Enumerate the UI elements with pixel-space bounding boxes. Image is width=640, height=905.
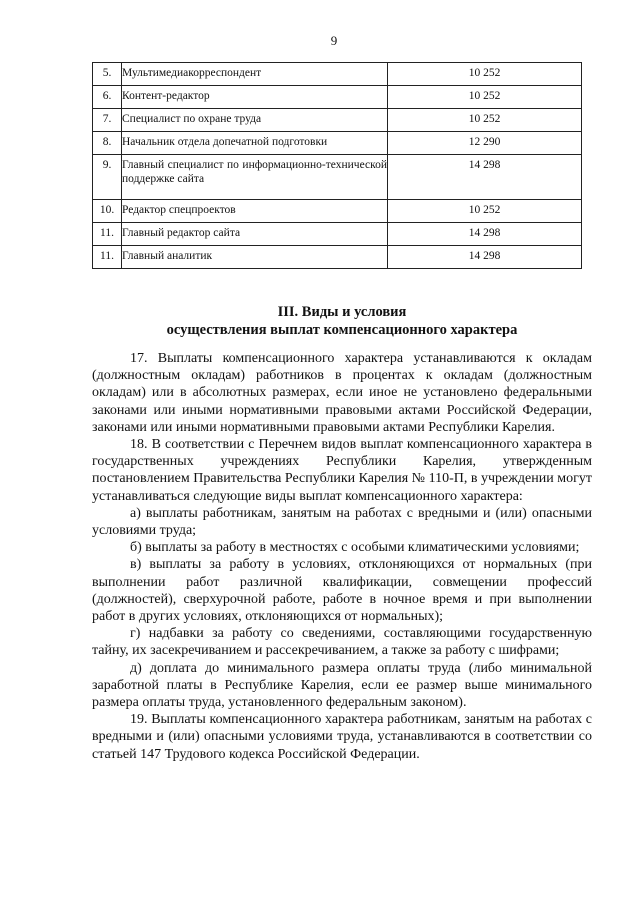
paragraph-17: 17. Выплаты компенсационного характера устанавливаются к окладам (должностным окладам) работников в процентах к окладам (должностным окладам) или в абсолютных размерах, если иное не установлено федеральными законами или иными нормативными правовыми актами Российской Федерации, законами или иными нормативными правовыми актами Республики Карелия. [92,351,592,435]
position-name: Начальник отдела допечатной подготовки [122,132,388,155]
section-title [92,303,592,339]
salary-value: 10 252 [388,200,582,223]
item-d: д) доплата до минимального размера оплаты труда (либо минимальной заработной платы в Республике Карелия, если ее размер выше минимального размера оплаты труда, установленного федеральным законом). [92,660,592,711]
table-row [93,86,582,109]
table-row [93,246,582,269]
salary-value: 12 290 [388,132,582,155]
table-row [93,155,582,200]
salary-value: 10 252 [388,109,582,132]
body-text [92,350,592,763]
row-number: 11. [93,246,122,269]
salary-value: 14 298 [388,155,582,200]
row-number: 5. [93,63,122,86]
position-name: Главный специалист по информационно-технической поддержке сайта [122,155,388,200]
row-number: 8. [93,132,122,155]
position-name: Редактор спецпроектов [122,200,388,223]
position-name: Главный редактор сайта [122,223,388,246]
position-name: Главный аналитик [122,246,388,269]
table-row [93,132,582,155]
position-name: Специалист по охране труда [122,109,388,132]
salary-value: 10 252 [388,63,582,86]
paragraph-19: 19. Выплаты компенсационного характера работникам, занятым на работах с вредными и (или) опасными условиями труда, устанавливаются в соответствии со статьей 147 Трудового кодекса Российской Федерации. [92,712,592,762]
position-name: Контент-редактор [122,86,388,109]
paragraph-18: 18. В соответствии с Перечнем видов выплат компенсационного характера в государственных учреждениях Республики Карелия, утвержденным постановлением Правительства Республики Карелия № 110-П, в учреждении могут устанавливаться следующие виды выплат компенсационного характера: [92,437,592,504]
table-row [93,200,582,223]
row-number: 9. [93,155,122,200]
item-a: а) выплаты работникам, занятым на работах с вредными и (или) опасными условиями труда; [92,505,592,539]
salary-value: 14 298 [388,246,582,269]
row-number: 10. [93,200,122,223]
row-number: 6. [93,86,122,109]
section-title-line1: III. Виды и условия [277,304,407,320]
page-number: 9 [330,33,338,48]
table-row [93,109,582,132]
section-title-line2: осуществления выплат компенсационного характера [166,322,518,338]
row-number: 7. [93,109,122,132]
item-b: б) выплаты за работу в местностях с особыми климатическими условиями; [130,540,580,556]
item-v: в) выплаты за работу в условиях, отклоняющихся от нормальных (при выполнении работ различной квалификации, совмещении профессий (должностей), сверхурочной работе, работе в ночное время и при выполнении работ в других условиях, отклоняющихся от нормальных); [92,557,592,625]
table-row [93,223,582,246]
positions-table [92,62,582,269]
position-name: Мультимедиакорреспондент [122,63,388,86]
table-row [93,63,582,86]
table-body [93,63,582,269]
row-number: 11. [93,223,122,246]
salary-value: 10 252 [388,86,582,109]
item-g: г) надбавки за работу со сведениями, составляющими государственную тайну, их засекречиванием и рассекречиванием, а также за работу с шифрами; [92,626,592,659]
salary-value: 14 298 [388,223,582,246]
